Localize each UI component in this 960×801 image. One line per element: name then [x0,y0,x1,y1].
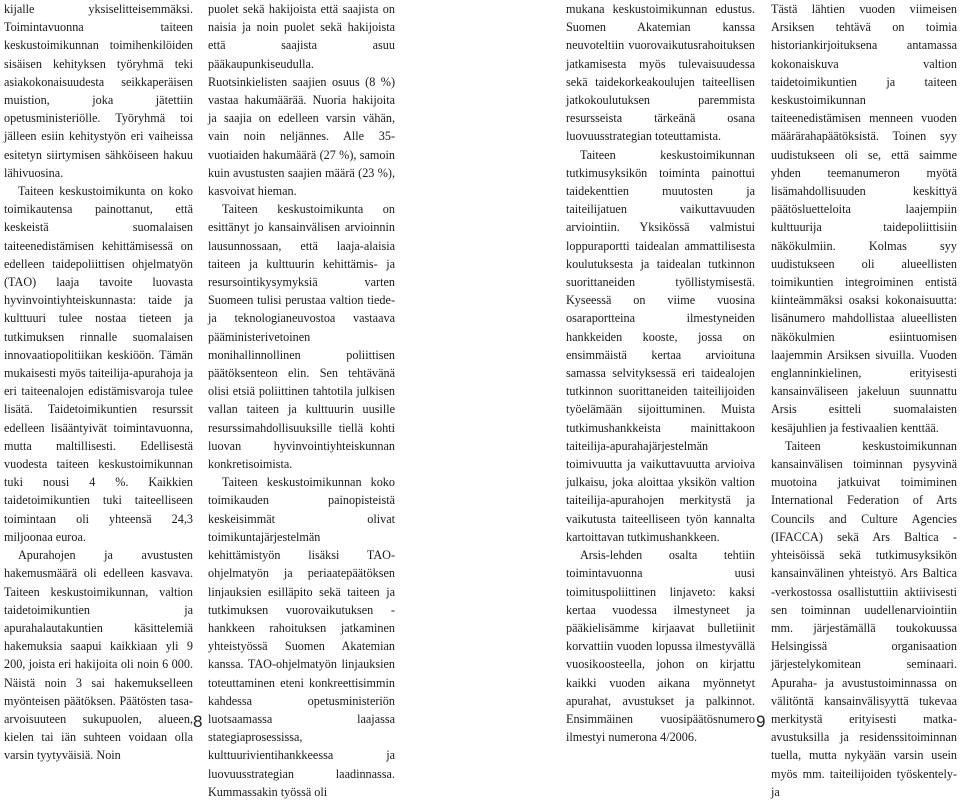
page-number-left: 8 [193,712,203,731]
paragraph: Taiteen keskustoimikunnan kansainvälisen toiminnan pysyvinä muotoina jatkuivat toimiminen International Federation of Arts Councils and Culture Agencies (IFACCA) sekä Ars Baltica -yhteisöissä sekä tutkimusyksikön kansainvälinen yhteistyö. Ars Baltica -verkostossa osallistuttiin aktiivisesti sen toiminnan uudellenarviointiin mm. järjestämällä toukokuussa Helsingissä organisaation järjestelykomitean seminaari. Apuraha- ja avustustoiminnassa on välitöntä kansainvälisyyttä tukevaa merkitystä erityisesti matka-avustuksilla ja residenssitoiminnan tuella, mutta nykyään varsin usein myös mm. taiteilijoiden työskentely- ja [771,438,957,799]
paragraph: Taiteen keskustoimikunta on esittänyt jo kansainvälisen arvioinnin lausunnossaan, että laaja-alaisia taiteen ja kulttuurin kehittämis- ja resursointikysymyksiä varten Suomeen tulisi perustaa valtion tiede- ja teknologianeuvostoa vastaava pääministerivetoinen monihallinnollinen poliittisen päätöksenteon elin. Sen tehtävänä olisi etsiä poliittinen tahtotila julkisen vallan taiteen ja kulttuurin uusille resurssimahdollisuuksille tiellä kohti luovan hyvinvointiyhteiskunnan konkretisoimista. [208,202,395,472]
paragraph: Taiteen keskustoimikunta on koko toimikautensa painottanut, että keskeistä suomalaisen taiteenedistämisen kehittämisessä on edelleen taidepoliittisen ohjelmatyön (TAO) laaja tavoite luovasta hyvinvointiyhteiskunnasta: taide ja kulttuuri tulee nostaa tieteen ja tutkimuksen rinnalle suomalaisen innovaatiopolitiikan keskiöön. Tämän mukaisesti myös taiteilija-apurahoja ja eri taiteenalojen edistämisvaroja tulee lisätä. Taidetoimikuntien resurssit edelleen lisääntyivät toimintavuonna, mutta maltillisesti. Edellisestä vuodesta taiteen keskustoimikunnan tuki nousi 4 %. Kaikkien taidetoimikuntien tuki taiteelliseen toimintaan oli yhteensä 24,3 miljoonaa euroa. [4,184,193,544]
text-column-2 [208,0,395,801]
paragraph: kijalle yksiselitteisemmäksi. Toimintavuonna taiteen keskustoimikunnan toimihenkilöiden sisäisen kehityksen työryhmä teki asiakokonaisuudesta seikkaperäisen muistion, joka jätettiin opetusministeriölle. Työryhmä toi jälleen esiin kehitystyön eri vaiheissa esitetyn siirtymisen sähköiseen hakuu lähivuosina. [4,2,193,180]
paragraph: Taiteen keskustoimikunnan koko toimikauden painopisteistä keskeisimmät olivat toimikuntajärjestelmän kehittämistyön lisäksi TAO-ohjelmatyön ja periaatepäätöksen linjauksien esilläpito sekä taiteen ja tutkimuksen vuorovaikutuksen -hankkeen rahoituksen jatkaminen yhteistyössä Suomen Akatemian kanssa. TAO-ohjelmatyön linjauksien toteuttaminen eteni konkreettisimmin kahdessa opetusministeriön luotsaamassa laajassa stategiaprosessissa, kulttuurivientihankkeessa ja luovuusstrategian laadinnassa. Kummassakin työssä oli [208,475,395,799]
paragraph: Tästä lähtien vuoden viimeisen Arsiksen tehtävä on toimia historiankirjoituksena antamassa kokonaiskuva valtion taidetoimikuntien ja taiteen keskustoimikunnan taiteenedistämisen menneen vuoden määrärahapäätöksistä. Toinen syy uudistukseen oli se, että saimme yhden teemanumeron myötä lisämahdollisuuden keskittyä päätösluetteloita laajempiin kulttuurija taidepoliittisiin näkökulmiin. Kolmas syy uudistukseen oli alueellisten toimikuntien integroiminen entistä kiinteämmäksi osaksi kokonaisuutta: lisänumero mahdollistaa alueellisten näkökulmien esiintuomisen laajemmin Arsiksen sivuilla. Vuoden englanninkielinen, erityisesti kansainväliseen jakeluun suunnattu Arsis esitteli suomalaisten kesäjuhlien ja festivaalien kenttää. [771,2,957,435]
text-column-4 [771,0,957,801]
paragraph: mukana keskustoimikunnan edustus. Suomen Akatemian kanssa neuvoteltiin vuorovaikutusrahoituksen jatkamisesta myös tulevaisuudessa sekä taidekorkeakoulujen taiteellisen jatkokoulutuksen paremmista resursseista tärkeänä osana luovuusstrategian toteuttamista. [566,2,755,144]
paragraph: puolet sekä hakijoista että saajista on naisia ja noin puolet sekä hakijoista että saajista asuu pääkaupunkiseudulla. Ruotsinkielisten saajien osuus (8 %) vastaa hakumäärää. Nuoria hakijoita ja saajia on edelleen varsin vähän, vain noin neljännes. Alle 35-vuotiaiden hakumäärä (27 %), samoin kuin avustusten saajien määrä (23 %), kasvoivat hieman. [208,2,395,199]
paragraph: Apurahojen ja avustusten hakemusmäärä oli edelleen kasvava. Taiteen keskustoimikunnan, valtion taidetoimikuntien ja apurahalautakuntien käsittelemiä hakemuksia saapui kaikkiaan yli 9 200, joista eri hakijoita oli noin 6 000. Näistä noin 3 sai hakemukselleen myönteisen päätöksen. Päätösten tasa-arvoisuuteen sukupuolen, alueen, kielen tai iän suhteen voidaan olla varsin tyytyväisiä. Noin [4,548,193,763]
text-column-3 [566,0,755,746]
paragraph: Taiteen keskustoimikunnan tutkimusyksikön toiminta painottui taidekenttien muutosten ja taiteilijatuen vaikuttavuuden arviointiin. Yksikössä valmistui loppuraportti taidealan ammattilisesta koulutuksesta ja taidealan tutkinnon suorittaneiden työllistymisestä. Kyseessä on viime vuosina osaraportteina ilmestyneiden hankkeiden kooste, jossa on ensimmäistä kertaa arvioituna samassa selvityksessä eri taidealojen tutkinnon suorittaneiden taiteilijoiden työelämään sijoittuminen. Muista tutkimushankkeista mainittakoon taiteilija-apurahajärjestelmän toimivuutta ja vaikuttavuutta arvioiva julkaisu, joka aloittaa yksikön valtion taiteilija-apurahojen merkitystä ja vaikutusta taiteelliseen työn kannalta kartoittavan tutkimushankkeen. [566,147,755,544]
text-column-1 [4,0,193,765]
paragraph: Arsis-lehden osalta tehtiin toimintavuonna uusi toimituspoliittinen linjaveto: kaksi kertaa vuodessa ilmestyneet ja pääkielisämme kirjaavat bulletiinit korvattiin vuoden lopussa ilmestyvällä vuosikoosteella, johon on kirjattu kaikki vuoden aikana myönnetyt apurahat, avustukset ja palkinnot. Ensimmäinen vuosipäätösnumero ilmestyi numerona 4/2006. [566,548,755,745]
page-number-right: 9 [756,712,766,731]
